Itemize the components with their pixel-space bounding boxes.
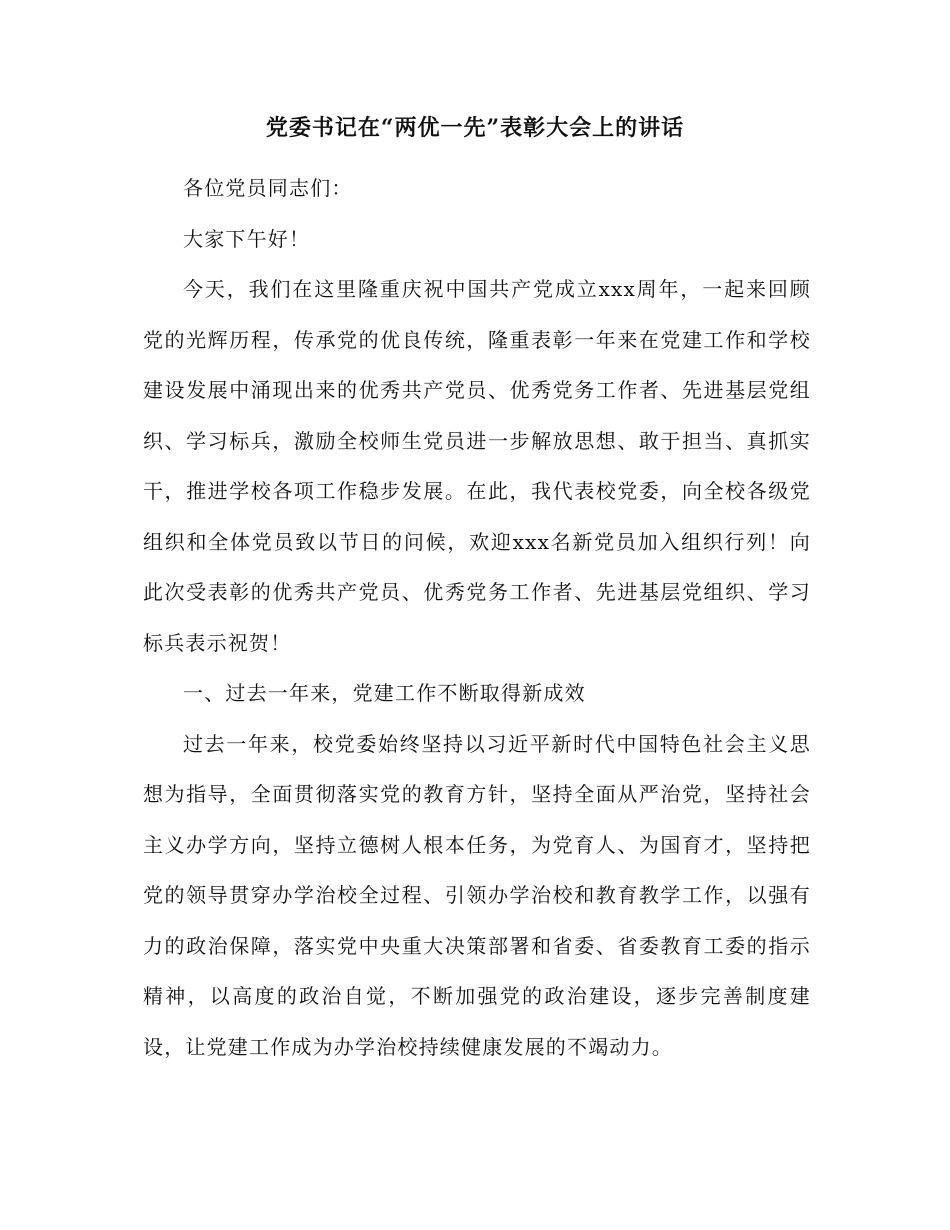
section-heading: 一、过去一年来，党建工作不断取得新成效 [183,681,586,705]
greeting: 大家下午好！ [183,226,311,251]
document-title: 党委书记在“两优一先”表彰大会上的讲话 [265,115,685,141]
intro-paragraph: 今天，我们在这里隆重庆祝中国共产党成立xxx周年，一起来回顾党的光辉历程，传承党的优良传统，隆重表彰一年来在党建工作和学校建设发展中涌现出来的优秀共产党员、优秀党务工作者、先进基层党组织、学习标兵，激励全校师生党员进一步解放思想、敢于担当、真抓实干，推进学校各项工作稳步发展。在此，我代表校党委，向全校各级党组织和全体党员致以节日的问候，欢迎xxx名新党员加入组织行列！向此次受表彰的优秀共产党员、优秀党务工作者、先进基层党组织、学习标兵表示祝贺！ [143,277,811,655]
section-paragraph: 过去一年来，校党委始终坚持以习近平新时代中国特色社会主义思想为指导，全面贯彻落实党的教育方针，坚持全面从严治党，坚持社会主义办学方向，坚持立德树人根本任务，为党育人、为国育才，坚持把党的领导贯穿办学治校全过程、引领办学治校和教育教学工作，以强有力的政治保障，落实党中央重大决策部署和省委、省委教育工委的指示精神，以高度的政治自觉，不断加强党的政治建设，逐步完善制度建设，让党建工作成为办学治校持续健康发展的不竭动力。 [143,731,811,1059]
salutation: 各位党员同志们： [183,176,353,200]
document-body [143,163,811,1072]
